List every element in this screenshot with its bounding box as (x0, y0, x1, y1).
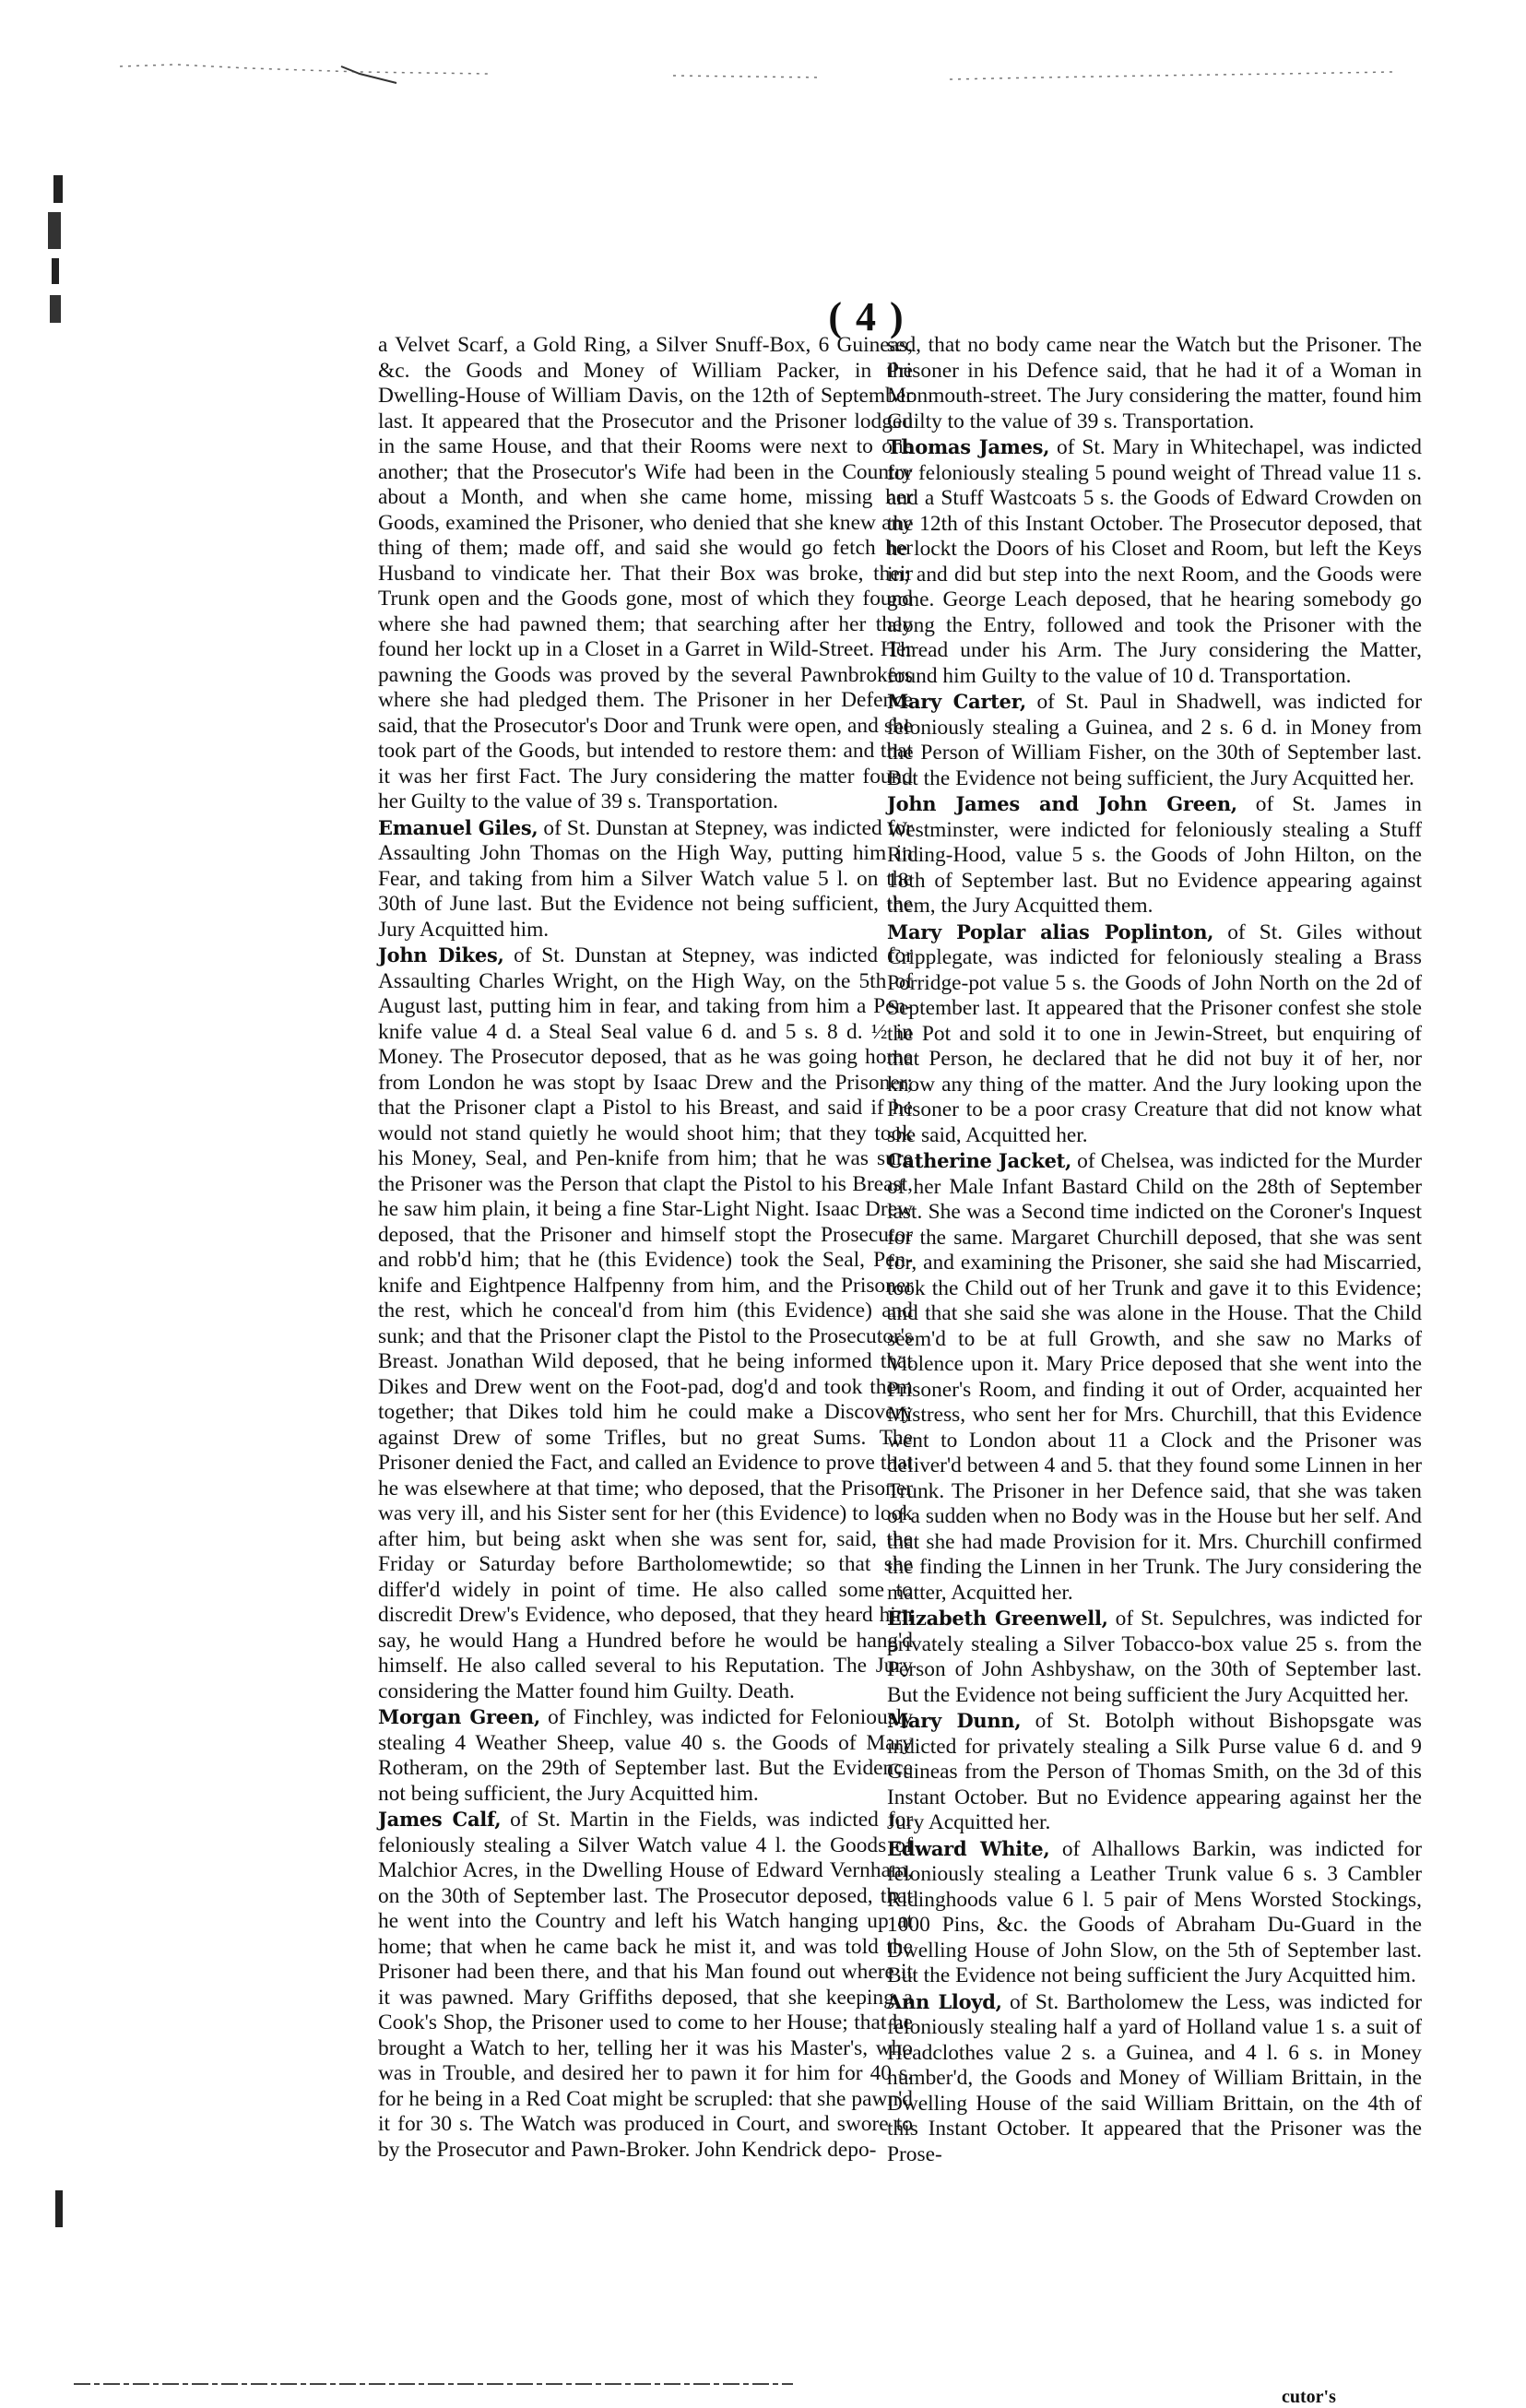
bottom-rule (74, 2378, 793, 2390)
entry-text: of Chelsea, was indicted for the Murder of her Male Infant Bastard Child on the 28th of September last. She was a Second time indicted on the Coroner's Inquest for the same. Margaret Churchill deposed, that she was sent for, and examining the Prisoner, she said she had Miscarried, took the Child out of her Trunk and gave it to this Evidence; and that she said she was alone in the House. That the Child seem'd to be at full Growth, and she saw no Marks of Violence upon it. Mary Price deposed that she went into the Prisoner's Room, and finding it out of Order, acquainted her Mistress, who sent her for Mrs. Churchill, that this Evidence went to London about 11 a Clock and the Prisoner was deliver'd between 4 and 5. that they found some Linnen in her Trunk. The Prisoner in her Defence said, that she was taken of a sudden when no Body was in the House but her self. And that she had made Provision for it. Mrs. Churchill confirmed the finding the Linnen in her Trunk. The Jury considering the matter, Acquitted her. (887, 1149, 1422, 1605)
defendant-name: Thomas James, (887, 435, 1050, 458)
entry-text: of Finchley, was indicted for Feloniously stealing 4 Weather Sheep, value 40 s. the Goods of Mary Rotheram, on the 29th of September last. But the Evidence not being sufficient, the Jury Acquitted him. (378, 1705, 913, 1806)
entry-text: a Velvet Scarf, a Gold Ring, a Silver Snuff-Box, 6 Guineas, &c. the Goods and Money of William Packer, in the Dwelling-House of William Davis, on the 12th of September last. It appeared that the Prosecutor and the Prisoner lodged in the same House, and that their Rooms were next to one another; that the Prosecutor's Wife had been in the Country about a Month, and when she came home, missing her Goods, examined the Prisoner, who denied that she knew any thing of them; made off, and said she would go fetch her Husband to vindicate her. That their Box was broke, their Trunk open and the Goods gone, most of which they found where she had pawned them; that searching after her they found her lockt up in a Closet in a Garret in Wild-Street. Her pawning the Goods was proved by the several Pawnbrokers where she had pledged them. The Prisoner in her Defence said, that the Prosecutor's Door and Trunk were open, and she took part of the Goods, but intended to restore them: and that it was her first Fact. The Jury considering the matter found her Guilty to the value of 39 s. Transportation. (378, 333, 913, 813)
margin-binding-marks (37, 166, 92, 332)
defendant-name: James Calf, (378, 1808, 502, 1831)
trial-entry (887, 919, 1422, 1149)
trial-entry (887, 1606, 1422, 1708)
entry-text: of St. James in Westminster, were indicted for feloniously stealing a Stuff Riding-Hood, value 5 s. the Goods of John Hilton, on the 18th of September last. But no Evidence appearing against them, the Jury Acquitted them. (887, 792, 1422, 918)
trial-entry (887, 1836, 1422, 1989)
trial-entry (378, 815, 913, 943)
trial-entry (887, 689, 1422, 791)
defendant-name: John James and John Green, (887, 792, 1237, 815)
entry-text: of St. Dunstan at Stepney, was indicted for Assaulting John Thomas on the High Way, putting him in Fear, and taking from him a Silver Watch value 5 l. on the 30th of June last. But the Evidence not being sufficient, the Jury Acquitted him. (378, 815, 913, 942)
trial-entry (887, 332, 1422, 434)
defendant-name: John Dikes, (378, 943, 504, 967)
trial-entry (887, 1148, 1422, 1606)
right-column (887, 332, 1422, 2167)
defendant-name: Mary Poplar alias Poplinton, (887, 919, 1214, 943)
scan-edge-marks (120, 55, 1411, 92)
entry-text: of St. Mary in Whitechapel, was indicted for feloniously stealing 5 pound weight of Thread value 11 s. and a Stuff Wastcoats 5 s. the Goods of Edward Crowden on the 12th of this Instant October. The Prosecutor deposed, that he lockt the Doors of his Closet and Room, but left the Keys in; and did but step into the next Room, and the Goods were gone. George Leach deposed, that he hearing somebody go along the Entry, followed and took the Prisoner with the Thread under his Arm. The Jury considering the Matter, found him Guilty to the value of 10 d. Transportation. (887, 435, 1422, 688)
margin-mark-lower (46, 2186, 74, 2241)
defendant-name: Emanuel Giles, (378, 815, 538, 839)
entry-text: of St. Dunstan at Stepney, was indicted for Assaulting Charles Wright, on the High Way, on the 5th of August last, putting him in fear, and taking from him a Pen-knife value 4 d. a Steal Seal value 6 d. and 5 s. 8 d. ½ in Money. The Prosecutor deposed, that as he was going home from London he was stopt by Isaac Drew and the Prisoner; that the Prisoner clapt a Pistol to his Breast, and said if he would not stand quietly he would shoot him; that they took his Money, Seal, and Pen-knife from him; that he was sure the Prisoner was the Person that clapt the Pistol to his Breast, he saw him plain, it being a fine Star-Light Night. Isaac Drew deposed, that the Prisoner and himself stopt the Prosecutor and robb'd him; that he (this Evidence) took the Seal, Pen-knife and Eightpence Halfpenny from him, and the Prisoner the rest, which he conceal'd from him (this Evidence) and sunk; and that the Prisoner clapt the Pistol to the Prosecutor's Breast. Jonathan Wild deposed, that he being informed that Dikes and Drew went on the Foot-pad, dog'd and took them together; that Dikes told him he could make a Discovery against Drew of some Trifles, but no great Sums. The Prisoner denied the Fact, and called an Evidence to prove that he was elsewhere at that time; who deposed, that the Prisoner was very ill, and his Sister sent for her (this Evidence) to look after him, but being askt when she was sent for, said, the Friday or Saturday before Bartholomewtide; so that she differ'd widely in point of time. He also called some to discredit Drew's Evidence, who deposed, that they heard him say, he would Hang a Hundred before he would be hang'd himself. He also called several to his Reputation. The Jury considering the Matter found him Guilty. Death. (378, 943, 913, 1703)
trial-entry (378, 332, 913, 815)
entry-text: of St. Giles without Cripplegate, was indicted for feloniously stealing a Brass Porridge-pot value 5 s. the Goods of John North on the 2d of September last. It appeared that the Prisoner confest she stole the Pot and sold it to one in Jewin-Street, but enquiring of that Person, he declared that he did not buy it of her, nor know any thing of the matter. And the Jury looking upon the Prisoner to be a poor crasy Creature that did not know what she said, Acquitted her. (887, 919, 1422, 1147)
defendant-name: Edward White, (887, 1836, 1050, 1860)
entry-text: of Alhallows Barkin, was indicted for feloniously stealing a Leather Trunk value 6 s. 3 Cambler Ridinghoods value 6 l. 5 pair of Mens Worsted Stockings, 1000 Pins, &c. the Goods of Abraham Du-Guard in the Dwelling House of John Slow, on the 5th of September last. But the Evidence not being sufficient the Jury Acquitted him. (887, 1836, 1422, 1987)
left-column (378, 332, 913, 2163)
entry-text: of St. Botolph without Bishopsgate was indicted for privately stealing a Silk Purse value 6 d. and 9 Guineas from the Person of Thomas Smith, on the 3d of this Instant October. But no Evidence appearing against her the Jury Acquitted her. (887, 1709, 1422, 1834)
entry-text: of St. Sepulchres, was indicted for privately stealing a Silver Tobacco-box value 25 s. from the Person of John Ashbyshaw, on the 30th of September last. But the Evidence not being sufficient the Jury Acquitted her. (887, 1607, 1422, 1707)
entry-text: of St. Martin in the Fields, was indicted for feloniously stealing a Silver Watch value 4 l. the Goods of Malchior Acres, in the Dwelling House of Edward Vernham, on the 30th of September last. The Prosecutor deposed, that he went into the Country and left his Watch hanging up at home; that when he came back he mist it, and was told the Prisoner had been there, and that his Man found out where it it was pawned. Mary Griffiths deposed, that she keeping a Cook's Shop, the Prisoner used to come to her House; that he brought a Watch to her, telling her it was his Master's, who was in Trouble, and desired her to pawn it for him for 40 s. for he being in a Red Coat might be scrupled: that she pawn'd it for 30 s. The Watch was produced in Court, and swore to by the Prosecutor and Pawn-Broker. John Kendrick depo- (378, 1808, 913, 2162)
defendant-name: Catherine Jacket, (887, 1149, 1072, 1172)
page-number: ( 4 ) (828, 294, 905, 339)
trial-entry (378, 943, 913, 1704)
trial-entry (378, 1704, 913, 1807)
trial-entry (887, 1989, 1422, 2168)
defendant-name: Morgan Green, (378, 1705, 540, 1728)
defendant-name: Elizabeth Greenwell, (887, 1607, 1108, 1630)
trial-entry (887, 791, 1422, 919)
catchword: cutor's (1282, 2387, 1336, 2407)
defendant-name: Ann Lloyd, (887, 1989, 1002, 2013)
defendant-name: Mary Carter, (887, 690, 1026, 713)
entry-text: of St. Bartholomew the Less, was indicted for feloniously stealing half a yard of Holland value 1 s. a suit of Headclothes value 2 s. a Guinea, and 4 l. 6 s. in Money number'd, the Goods and Money of William Brittain, in the Dwelling House of the said William Brittain, on the 4th of this Instant October. It appeared that the Prisoner was the Prose- (887, 1989, 1422, 2166)
trial-entry (378, 1807, 913, 2163)
defendant-name: Mary Dunn, (887, 1709, 1022, 1732)
entry-text: sed, that no body came near the Watch but the Prisoner. The Prisoner in his Defence said, that he had it of a Woman in Monmouth-street. The Jury considering the matter, found him Guilty to the value of 39 s. Transportation. (887, 333, 1422, 433)
trial-entry (887, 1708, 1422, 1836)
entry-text: of St. Paul in Shadwell, was indicted for feloniously stealing a Guinea, and 2 s. 6 d. in Money from the Person of William Fisher, on the 30th of September last. But the Evidence not being sufficient, the Jury Acquitted her. (887, 690, 1423, 790)
trial-entry (887, 434, 1422, 689)
